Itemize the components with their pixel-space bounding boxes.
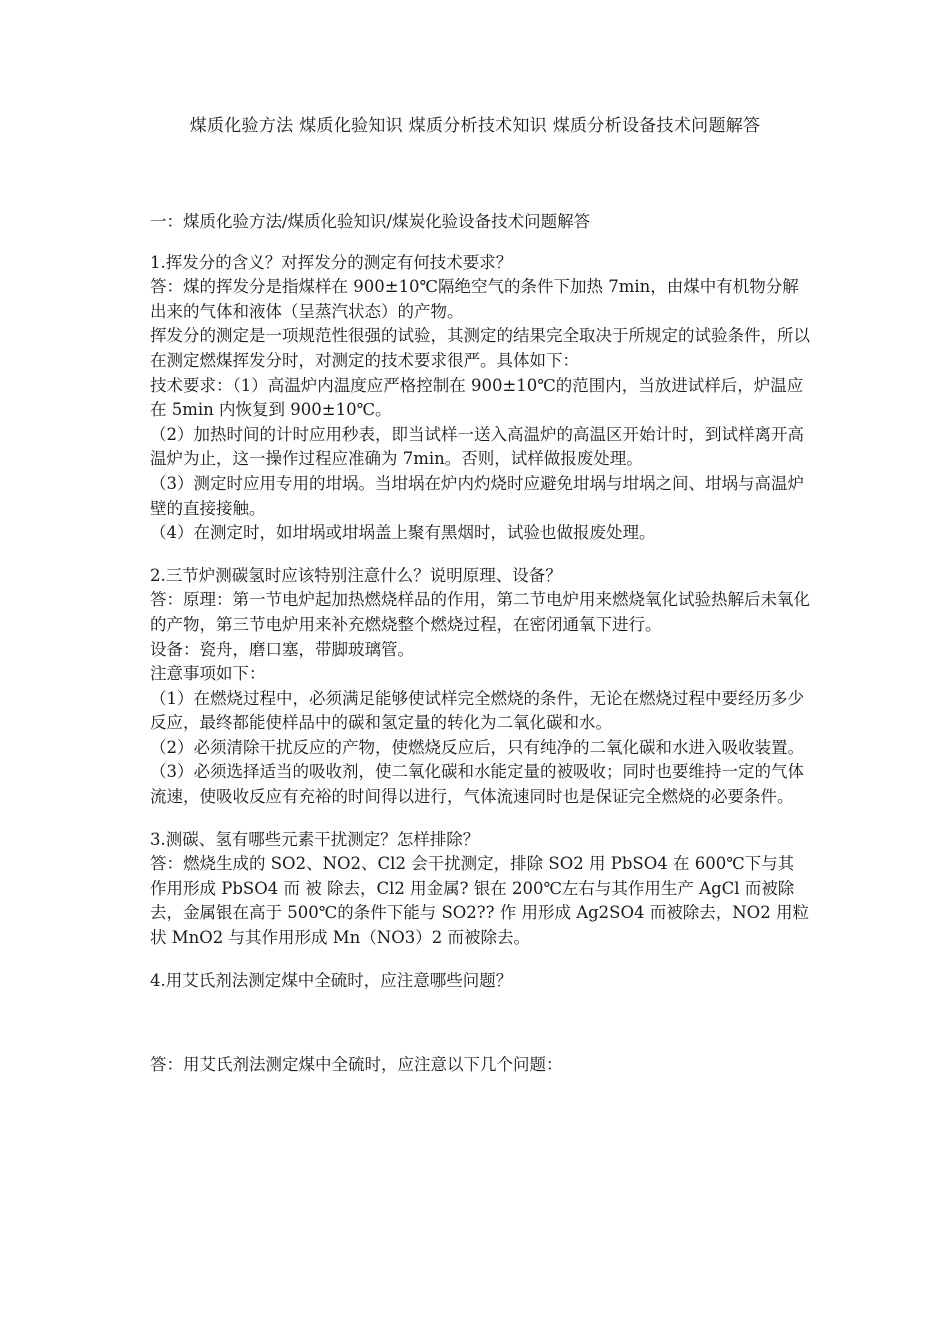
question-block-2 [150,564,810,810]
question-block-3 [150,828,810,951]
q1-answer-line: （2）加热时间的计时应用秒表，即当试样一送入高温炉的高温区开始计时，到试样离开高温炉为止，这一操作过程应准确为 7min。否则，试样做报废处理。 [150,424,804,469]
question-block-1 [150,251,810,546]
q2-answer-line: （1）在燃烧过程中，必须满足能够使试样完全燃烧的条件，无论在燃烧过程中要经历多少反应，最终都能使样品中的碳和氢定量的转化为二氧化碳和水。 [150,688,804,733]
q1-answer-line: （4）在测定时，如坩埚或坩埚盖上聚有黑烟时，试验也做报废处理。 [150,523,656,543]
q1-answer-line: 答：煤的挥发分是指煤样在 900±10℃隔绝空气的条件下加热 7min，由煤中有机物分解出来的气体和液体（呈蒸汽状态）的产物。 [150,277,799,321]
q2-answer-line: 设备：瓷舟，磨口塞，带脚玻璃管。 [150,639,414,659]
q4-answer-intro: 答：用艾氏剂法测定煤中全硫时，应注意以下几个问题： [150,1055,563,1075]
question-3-title: 3.测碳、氢有哪些元素干扰测定？怎样排除？ [150,829,480,849]
q2-answer-line: 答：原理：第一节电炉起加热燃烧样品的作用，第二节电炉用来燃烧氧化试验热解后未氧化的产物，第三节电炉用来补充燃烧整个燃烧过程，在密闭通氧下进行。 [150,590,810,634]
q1-answer-line: （3）测定时应用专用的坩埚。当坩埚在炉内灼烧时应避免坩埚与坩埚之间、坩埚与高温炉壁的直接接触。 [150,473,804,518]
question-1-title: 1.挥发分的含义？对挥发分的测定有何技术要求？ [150,252,513,272]
q2-answer-line: （3）必须选择适当的吸收剂，使二氧化碳和水能定量的被吸收；同时也要维持一定的气体流速，使吸收反应有充裕的时间得以进行，气体流速同时也是保证完全燃烧的必要条件。 [150,762,804,807]
q1-answer-line: 挥发分的测定是一项规范性很强的试验，其测定的结果完全取决于所规定的试验条件，所以在测定燃煤挥发分时，对测定的技术要求很严。具体如下： [150,326,810,370]
question-block-4 [150,969,810,1078]
question-4-title: 4.用艾氏剂法测定煤中全硫时，应注意哪些问题？ [150,970,513,990]
question-2-title: 2.三节炉测碳氢时应该特别注意什么？说明原理、设备？ [150,565,562,585]
q2-answer-line: 注意事项如下： [150,664,266,684]
q2-answer-line: （2）必须清除干扰反应的产物，使燃烧反应后，只有纯净的二氧化碳和水进入吸收装置。 [150,737,804,757]
q3-answer-line: 答：燃烧生成的 SO2、NO2、Cl2 会干扰测定，排除 SO2 用 PbSO4 在 600℃下与其作用形成 PbSO4 而 被 除去，Cl2 用金属? 银在 200℃左右与其作用生产 AgCl 而被除去，金属银在高于 500℃的条件下能与 SO2?? 作 用形成 Ag2SO4 而被除去，NO2 用粒状 MnO2 与其作用形成 Mn（NO3）2 而被除去。 [150,854,809,948]
document-body [150,210,810,1078]
section-heading: 一：煤质化验方法/煤质化验知识/煤炭化验设备技术问题解答 [150,212,591,231]
q1-answer-line: 技术要求：（1）高温炉内温度应严格控制在 900±10℃的范围内，当放进试样后，炉温应在 5min 内恢复到 900±10℃。 [150,375,804,420]
document-title: 煤质化验方法 煤质化验知识 煤质分析技术知识 煤质分析设备技术问题解答 [189,116,761,136]
